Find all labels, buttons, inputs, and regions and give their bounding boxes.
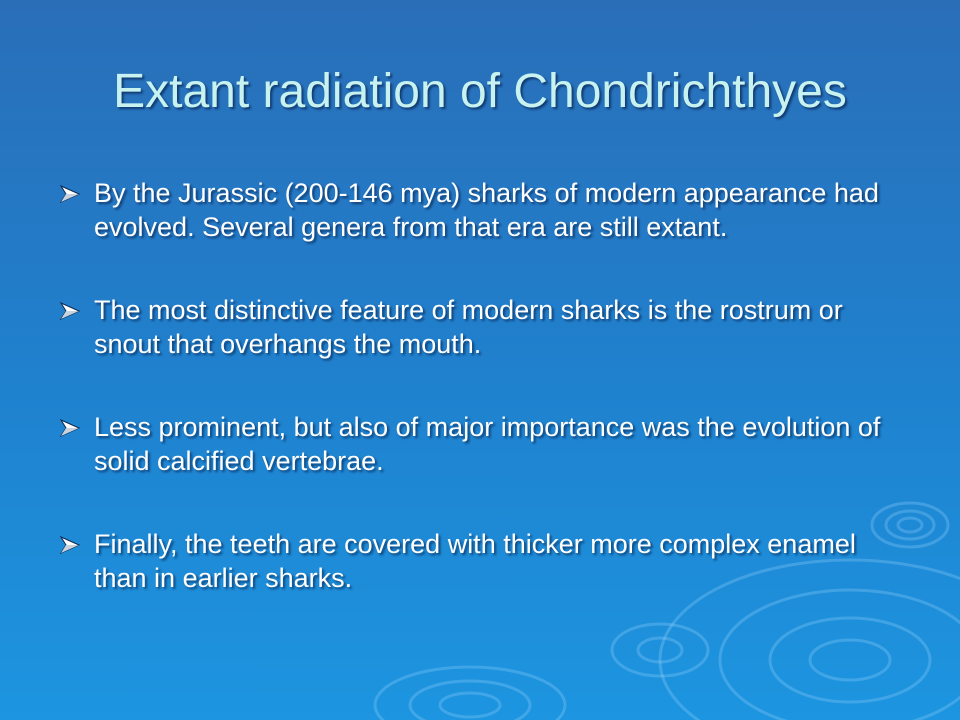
arrowhead-bullet-icon — [60, 302, 80, 320]
bullet-text: The most distinctive feature of modern sharks is the rostrum or snout that overhangs the mouth. — [94, 295, 843, 359]
arrowhead-bullet-icon — [60, 185, 80, 203]
arrowhead-bullet-icon — [60, 419, 80, 437]
bullet-item — [60, 293, 905, 361]
bullet-list — [60, 176, 905, 595]
bullet-text: By the Jurassic (200-146 mya) sharks of modern appearance had evolved. Several genera from that era are still extant. — [94, 178, 879, 242]
bullet-text: Less prominent, but also of major importance was the evolution of solid calcified vertebrae. — [94, 412, 881, 476]
bullet-item — [60, 176, 905, 244]
bullet-text: Finally, the teeth are covered with thicker more complex enamel than in earlier sharks. — [94, 529, 856, 593]
slide-title: Extant radiation of Chondrichthyes — [113, 65, 847, 118]
bullet-item — [60, 410, 905, 478]
arrowhead-bullet-icon — [60, 536, 80, 554]
bullet-item — [60, 527, 905, 595]
